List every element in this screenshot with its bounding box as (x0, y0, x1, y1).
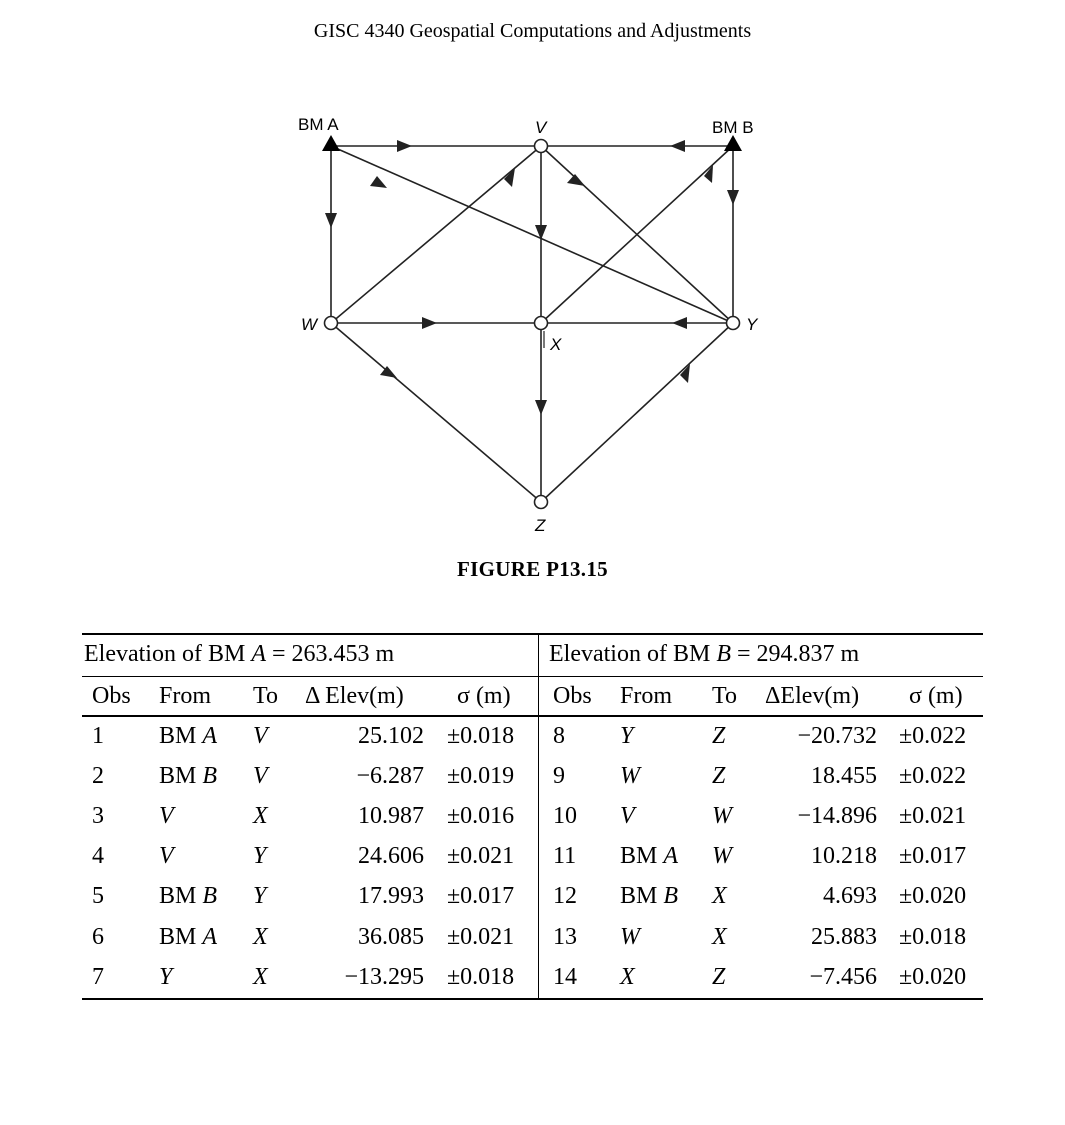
to-cell: Y (253, 843, 267, 869)
bma-triangle-icon (322, 135, 340, 151)
page-header: GISC 4340 Geospatial Computations and Adjustments (313, 20, 752, 42)
from-cell: X (620, 964, 635, 990)
header-from: From (159, 683, 212, 709)
node-label-bmb: BM B (712, 118, 754, 137)
sigma-cell: ±0.016 (447, 803, 515, 829)
header-to-right: To (712, 683, 737, 709)
edge-bma-x (331, 146, 733, 323)
to-cell: X (712, 883, 727, 909)
node-x (535, 317, 548, 330)
sigma-cell: ±0.018 (899, 924, 967, 950)
from-cell: BM B (620, 883, 679, 909)
node-y (727, 317, 740, 330)
sigma-cell: ±0.018 (447, 723, 515, 749)
node-label-w: W (301, 315, 318, 334)
delev-cell: 18.455 (811, 763, 877, 789)
sigma-cell: ±0.020 (899, 964, 967, 990)
to-cell: V (253, 763, 268, 789)
obs-cell: 14 (553, 964, 577, 990)
obs-cell: 6 (92, 924, 104, 950)
node-label-bma: BM A (298, 115, 339, 134)
from-cell: W (620, 763, 640, 789)
delev-cell: 17.993 (358, 883, 424, 909)
to-cell: Z (712, 723, 726, 749)
arrow-w-v (504, 168, 515, 187)
header-delev-right: ΔElev(m) (765, 683, 860, 709)
obs-cell: 5 (92, 883, 104, 909)
delev-cell: −7.456 (809, 964, 877, 990)
node-v (535, 140, 548, 153)
delev-cell: 4.693 (823, 883, 877, 909)
edge-y-z (541, 323, 733, 502)
sigma-cell: ±0.018 (447, 964, 515, 990)
from-cell: V (159, 843, 174, 869)
from-cell: Y (159, 964, 173, 990)
to-cell: V (253, 723, 268, 749)
arrow-x-z (535, 400, 547, 415)
delev-cell: 24.606 (358, 843, 424, 869)
to-cell: Z (712, 763, 726, 789)
header-to: To (253, 683, 278, 709)
from-cell: BM B (159, 883, 218, 909)
node-label-v: V (535, 118, 547, 137)
to-cell: W (712, 803, 732, 829)
from-cell: Y (620, 723, 634, 749)
from-cell: BM A (159, 723, 218, 749)
header-sigma-right: σ (m) (909, 683, 963, 709)
obs-cell: 2 (92, 763, 104, 789)
header-obs: Obs (92, 683, 131, 709)
node-w (325, 317, 338, 330)
arrow-v-y (567, 174, 585, 186)
delev-cell: 36.085 (358, 924, 424, 950)
to-cell: X (253, 924, 268, 950)
obs-cell: 4 (92, 843, 104, 869)
obs-cell: 8 (553, 723, 565, 749)
delev-cell: 10.987 (358, 803, 424, 829)
node-label-y: Y (746, 315, 758, 334)
obs-cell: 12 (553, 883, 577, 909)
delev-cell: 10.218 (811, 843, 877, 869)
to-cell: X (253, 803, 268, 829)
arrow-bma-v (397, 140, 412, 152)
sigma-cell: ±0.021 (447, 843, 515, 869)
header-from-right: From (620, 683, 673, 709)
elevation-bm-a: Elevation of BM A = 263.453 m (84, 641, 395, 667)
node-label-x: X (550, 335, 562, 354)
arrow-y-x (672, 317, 687, 329)
delev-cell: 25.883 (811, 924, 877, 950)
sigma-cell: ±0.022 (899, 723, 967, 749)
bmb-triangle-icon (724, 135, 742, 151)
node-z (535, 496, 548, 509)
node-label-z: Z (535, 516, 546, 535)
from-cell: W (620, 924, 640, 950)
obs-cell: 13 (553, 924, 577, 950)
obs-cell: 7 (92, 964, 104, 990)
arrow-bma-x (370, 176, 387, 188)
from-cell: BM A (620, 843, 679, 869)
arrow-v-x (535, 225, 547, 240)
observations-table (82, 633, 983, 1001)
obs-cell: 9 (553, 763, 565, 789)
from-cell: BM A (159, 924, 218, 950)
delev-cell: −20.732 (797, 723, 877, 749)
arrow-w-x (422, 317, 437, 329)
to-cell: Z (712, 964, 726, 990)
arrow-bmb-v (670, 140, 685, 152)
to-cell: X (712, 924, 727, 950)
delev-cell: −14.896 (797, 803, 877, 829)
sigma-cell: ±0.017 (899, 843, 967, 869)
edge-w-z (331, 323, 541, 502)
arrow-bmb-y (727, 190, 739, 205)
header-sigma: σ (m) (457, 683, 511, 709)
obs-cell: 10 (553, 803, 577, 829)
sigma-cell: ±0.021 (899, 803, 967, 829)
header-obs-right: Obs (553, 683, 592, 709)
sigma-cell: ±0.021 (447, 924, 515, 950)
sigma-cell: ±0.020 (899, 883, 967, 909)
arrow-bma-w (325, 213, 337, 228)
from-cell: BM B (159, 763, 218, 789)
delev-cell: −13.295 (344, 964, 424, 990)
to-cell: X (253, 964, 268, 990)
obs-cell: 1 (92, 723, 104, 749)
elevation-bm-b: Elevation of BM B = 294.837 m (549, 641, 860, 667)
to-cell: Y (253, 883, 267, 909)
from-cell: V (620, 803, 635, 829)
obs-cell: 3 (92, 803, 104, 829)
figure-caption: FIGURE P13.15 (457, 557, 608, 581)
header-delev: Δ Elev(m) (305, 683, 404, 709)
delev-cell: −6.287 (356, 763, 424, 789)
sigma-cell: ±0.019 (447, 763, 515, 789)
sigma-cell: ±0.022 (899, 763, 967, 789)
sigma-cell: ±0.017 (447, 883, 515, 909)
edge-w-v (331, 146, 541, 323)
obs-cell: 11 (553, 843, 577, 869)
from-cell: V (159, 803, 174, 829)
delev-cell: 25.102 (358, 723, 424, 749)
to-cell: W (712, 843, 732, 869)
